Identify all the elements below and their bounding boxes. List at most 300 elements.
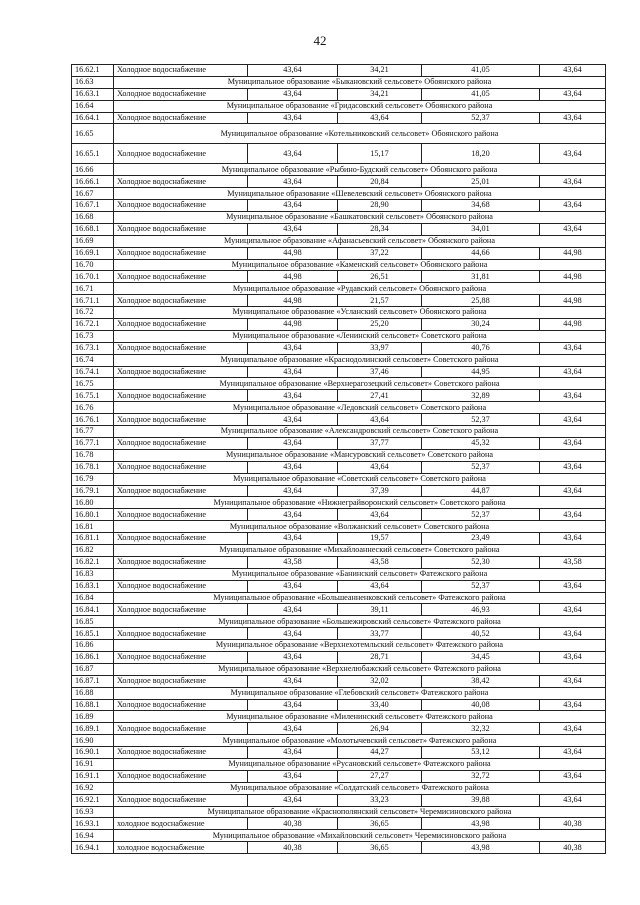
row-number: 16.75 — [72, 378, 114, 390]
row-number: 16.75.1 — [72, 390, 114, 402]
row-number: 16.73 — [72, 330, 114, 342]
row-number: 16.94.1 — [72, 842, 114, 854]
municipality-name: Муниципальное образование «Михайловский сельсовет» Черемисиновского района — [114, 830, 606, 842]
municipality-name: Муниципальное образование «Александровский сельсовет» Советского района — [114, 426, 606, 438]
municipality-name: Муниципальное образование «Большежировский сельсовет» Фатежского района — [114, 616, 606, 628]
tariff-value-1: 43,64 — [248, 65, 338, 77]
tariff-value-3: 52,37 — [422, 461, 540, 473]
municipality-header-row — [72, 378, 606, 390]
tariff-value-4: 43,64 — [540, 342, 606, 354]
row-number: 16.62.1 — [72, 65, 114, 77]
row-number: 16.94 — [72, 830, 114, 842]
row-number: 16.91.1 — [72, 770, 114, 782]
row-number: 16.72.1 — [72, 319, 114, 331]
tariff-row — [72, 628, 606, 640]
municipality-name: Муниципальное образование «Глебовский сельсовет» Фатежского района — [114, 687, 606, 699]
tariff-value-3: 43,98 — [422, 842, 540, 854]
tariff-value-1: 43,64 — [248, 437, 338, 449]
tariff-value-4: 43,64 — [540, 651, 606, 663]
row-number: 16.77 — [72, 426, 114, 438]
tariff-value-2: 26,51 — [338, 271, 422, 283]
municipality-header-row — [72, 616, 606, 628]
tariff-value-1: 43,64 — [248, 200, 338, 212]
row-number: 16.76 — [72, 402, 114, 414]
tariff-value-2: 27,27 — [338, 770, 422, 782]
municipality-header-row — [72, 76, 606, 88]
tariff-row — [72, 437, 606, 449]
municipality-header-row — [72, 711, 606, 723]
tariff-row — [72, 112, 606, 124]
tariff-value-4: 43,58 — [540, 556, 606, 568]
row-number: 16.69 — [72, 235, 114, 247]
tariff-value-2: 39,11 — [338, 604, 422, 616]
tariff-value-3: 40,52 — [422, 628, 540, 640]
service-name: Холодное водоснабжение — [114, 509, 248, 521]
tariff-value-1: 43,58 — [248, 556, 338, 568]
municipality-header-row — [72, 212, 606, 224]
tariff-value-4: 43,64 — [540, 65, 606, 77]
tariff-value-2: 32,02 — [338, 675, 422, 687]
row-number: 16.76.1 — [72, 414, 114, 426]
municipality-name: Муниципальное образование «Ленинский сельсовет» Советского района — [114, 330, 606, 342]
row-number: 16.89.1 — [72, 723, 114, 735]
municipality-header-row — [72, 402, 606, 414]
row-number: 16.88 — [72, 687, 114, 699]
tariff-row — [72, 580, 606, 592]
tariff-row — [72, 747, 606, 759]
row-number: 16.84 — [72, 592, 114, 604]
service-name: Холодное водоснабжение — [114, 770, 248, 782]
municipality-header-row — [72, 283, 606, 295]
row-number: 16.84.1 — [72, 604, 114, 616]
tariff-value-3: 41,05 — [422, 65, 540, 77]
tariff-row — [72, 533, 606, 545]
tariff-value-2: 43,64 — [338, 580, 422, 592]
tariff-value-1: 43,64 — [248, 414, 338, 426]
municipality-name: Муниципальное образование «Нижнеграйворонский сельсовет» Советского района — [114, 497, 606, 509]
tariff-value-2: 28,71 — [338, 651, 422, 663]
tariff-value-1: 44,98 — [248, 319, 338, 331]
tariff-value-2: 33,40 — [338, 699, 422, 711]
row-number: 16.64.1 — [72, 112, 114, 124]
municipality-name: Муниципальное образование «Краснодолинский сельсовет» Советского района — [114, 354, 606, 366]
municipality-header-row — [72, 521, 606, 533]
tariff-row — [72, 651, 606, 663]
municipality-name: Муниципальное образование «Башкатовский сельсовет» Обоянского района — [114, 212, 606, 224]
tariff-value-4: 43,64 — [540, 628, 606, 640]
tariff-value-3: 38,42 — [422, 675, 540, 687]
tariff-value-2: 43,58 — [338, 556, 422, 568]
service-name: холодное водоснабжение — [114, 842, 248, 854]
tariff-value-3: 52,37 — [422, 112, 540, 124]
municipality-name: Муниципальное образование «Усланский сельсовет» Обоянского района — [114, 307, 606, 319]
municipality-header-row — [72, 100, 606, 112]
municipality-name: Муниципальное образование «Русановский сельсовет» Фатежского района — [114, 758, 606, 770]
tariff-value-2: 28,90 — [338, 200, 422, 212]
tariff-value-1: 44,98 — [248, 295, 338, 307]
tariff-value-3: 52,37 — [422, 414, 540, 426]
row-number: 16.78.1 — [72, 461, 114, 473]
tariff-value-2: 21,57 — [338, 295, 422, 307]
tariff-value-3: 34,01 — [422, 223, 540, 235]
service-name: Холодное водоснабжение — [114, 366, 248, 378]
service-name: Холодное водоснабжение — [114, 699, 248, 711]
row-number: 16.65.1 — [72, 144, 114, 164]
tariff-value-2: 20,84 — [338, 176, 422, 188]
tariff-value-3: 32,32 — [422, 723, 540, 735]
tariff-row — [72, 390, 606, 402]
tariff-row — [72, 366, 606, 378]
tariff-value-3: 40,76 — [422, 342, 540, 354]
row-number: 16.74 — [72, 354, 114, 366]
tariff-value-4: 44,98 — [540, 247, 606, 259]
tariff-row — [72, 723, 606, 735]
service-name: Холодное водоснабжение — [114, 295, 248, 307]
tariff-value-1: 43,64 — [248, 675, 338, 687]
municipality-header-row — [72, 330, 606, 342]
row-number: 16.78 — [72, 449, 114, 461]
tariff-value-4: 43,64 — [540, 366, 606, 378]
tariff-value-4: 43,64 — [540, 604, 606, 616]
service-name: Холодное водоснабжение — [114, 580, 248, 592]
municipality-name: Муниципальное образование «Афанасьевский сельсовет» Обоянского района — [114, 235, 606, 247]
tariff-table — [71, 64, 606, 854]
service-name: Холодное водоснабжение — [114, 271, 248, 283]
tariff-value-2: 36,65 — [338, 842, 422, 854]
row-number: 16.82.1 — [72, 556, 114, 568]
tariff-value-2: 25,20 — [338, 319, 422, 331]
tariff-value-3: 32,89 — [422, 390, 540, 402]
row-number: 16.70.1 — [72, 271, 114, 283]
row-number: 16.90 — [72, 735, 114, 747]
tariff-row — [72, 247, 606, 259]
tariff-value-1: 43,64 — [248, 628, 338, 640]
tariff-row — [72, 144, 606, 164]
row-number: 16.65 — [72, 124, 114, 144]
municipality-name: Муниципальное образование «Михайлоаннеский сельсовет» Советского района — [114, 544, 606, 556]
row-number: 16.88.1 — [72, 699, 114, 711]
row-number: 16.70 — [72, 259, 114, 271]
tariff-value-2: 37,22 — [338, 247, 422, 259]
tariff-value-1: 43,64 — [248, 366, 338, 378]
row-number: 16.71 — [72, 283, 114, 295]
tariff-value-2: 19,57 — [338, 533, 422, 545]
municipality-header-row — [72, 235, 606, 247]
service-name: Холодное водоснабжение — [114, 200, 248, 212]
tariff-value-1: 43,64 — [248, 747, 338, 759]
tariff-value-4: 40,38 — [540, 842, 606, 854]
row-number: 16.80.1 — [72, 509, 114, 521]
tariff-value-3: 41,05 — [422, 88, 540, 100]
tariff-value-4: 43,64 — [540, 200, 606, 212]
service-name: Холодное водоснабжение — [114, 533, 248, 545]
tariff-value-1: 43,64 — [248, 604, 338, 616]
tariff-value-2: 43,64 — [338, 461, 422, 473]
row-number: 16.80 — [72, 497, 114, 509]
municipality-header-row — [72, 640, 606, 652]
municipality-name: Муниципальное образование «Волжанский сельсовет» Советского района — [114, 521, 606, 533]
tariff-value-4: 43,64 — [540, 176, 606, 188]
tariff-row — [72, 342, 606, 354]
municipality-name: Муниципальное образование «Верхнелюбажский сельсовет» Фатежского района — [114, 663, 606, 675]
tariff-value-3: 46,93 — [422, 604, 540, 616]
municipality-header-row — [72, 426, 606, 438]
tariff-value-3: 18,20 — [422, 144, 540, 164]
municipality-header-row — [72, 830, 606, 842]
tariff-value-3: 34,68 — [422, 200, 540, 212]
tariff-value-2: 36,65 — [338, 818, 422, 830]
tariff-value-3: 31,81 — [422, 271, 540, 283]
service-name: Холодное водоснабжение — [114, 247, 248, 259]
municipality-header-row — [72, 592, 606, 604]
tariff-value-2: 26,94 — [338, 723, 422, 735]
row-number: 16.87 — [72, 663, 114, 675]
row-number: 16.67.1 — [72, 200, 114, 212]
tariff-value-3: 44,87 — [422, 485, 540, 497]
service-name: Холодное водоснабжение — [114, 65, 248, 77]
row-number: 16.64 — [72, 100, 114, 112]
service-name: Холодное водоснабжение — [114, 112, 248, 124]
tariff-value-1: 43,64 — [248, 461, 338, 473]
service-name: Холодное водоснабжение — [114, 651, 248, 663]
tariff-row — [72, 414, 606, 426]
service-name: Холодное водоснабжение — [114, 675, 248, 687]
tariff-row — [72, 509, 606, 521]
service-name: Холодное водоснабжение — [114, 390, 248, 402]
tariff-row — [72, 770, 606, 782]
service-name: Холодное водоснабжение — [114, 604, 248, 616]
municipality-header-row — [72, 354, 606, 366]
municipality-header-row — [72, 663, 606, 675]
tariff-row — [72, 461, 606, 473]
municipality-header-row — [72, 124, 606, 144]
tariff-value-2: 43,64 — [338, 112, 422, 124]
municipality-name: Муниципальное образование «Гридасовский сельсовет» Обоянского района — [114, 100, 606, 112]
tariff-value-3: 52,37 — [422, 580, 540, 592]
tariff-value-1: 43,64 — [248, 88, 338, 100]
municipality-name: Муниципальное образование «Солдатский сельсовет» Фатежского района — [114, 782, 606, 794]
tariff-value-1: 43,64 — [248, 794, 338, 806]
tariff-value-3: 52,37 — [422, 509, 540, 521]
row-number: 16.85.1 — [72, 628, 114, 640]
municipality-header-row — [72, 188, 606, 200]
municipality-header-row — [72, 735, 606, 747]
municipality-name: Муниципальное образование «Быкановский сельсовет» Обоянского района — [114, 76, 606, 88]
service-name: Холодное водоснабжение — [114, 461, 248, 473]
service-name: холодное водоснабжение — [114, 818, 248, 830]
municipality-name: Муниципальное образование «Ледовский сельсовет» Советского района — [114, 402, 606, 414]
tariff-value-2: 33,23 — [338, 794, 422, 806]
municipality-name: Муниципальное образование «Шевелевский сельсовет» Обоянского района — [114, 188, 606, 200]
municipality-header-row — [72, 544, 606, 556]
tariff-row — [72, 271, 606, 283]
tariff-value-1: 44,98 — [248, 247, 338, 259]
municipality-header-row — [72, 568, 606, 580]
row-number: 16.69.1 — [72, 247, 114, 259]
tariff-value-2: 33,97 — [338, 342, 422, 354]
row-number: 16.82 — [72, 544, 114, 556]
tariff-value-3: 25,88 — [422, 295, 540, 307]
municipality-name: Муниципальное образование «Каменский сельсовет» Обоянского района — [114, 259, 606, 271]
tariff-value-4: 43,64 — [540, 414, 606, 426]
tariff-value-3: 44,95 — [422, 366, 540, 378]
municipality-header-row — [72, 473, 606, 485]
tariff-row — [72, 88, 606, 100]
tariff-value-3: 39,88 — [422, 794, 540, 806]
municipality-name: Муниципальное образование «Банинский сельсовет» Фатежского района — [114, 568, 606, 580]
row-number: 16.68.1 — [72, 223, 114, 235]
row-number: 16.91 — [72, 758, 114, 770]
row-number: 16.79 — [72, 473, 114, 485]
page-number: 42 — [313, 33, 327, 48]
municipality-name: Муниципальное образование «Мансуровский сельсовет» Советского района — [114, 449, 606, 461]
municipality-header-row — [72, 782, 606, 794]
row-number: 16.72 — [72, 307, 114, 319]
row-number: 16.93.1 — [72, 818, 114, 830]
tariff-value-3: 45,32 — [422, 437, 540, 449]
row-number: 16.90.1 — [72, 747, 114, 759]
tariff-row — [72, 556, 606, 568]
tariff-value-2: 34,21 — [338, 88, 422, 100]
tariff-value-3: 34,45 — [422, 651, 540, 663]
tariff-row — [72, 818, 606, 830]
service-name: Холодное водоснабжение — [114, 144, 248, 164]
tariff-value-1: 43,64 — [248, 390, 338, 402]
row-number: 16.73.1 — [72, 342, 114, 354]
service-name: Холодное водоснабжение — [114, 628, 248, 640]
tariff-value-1: 40,38 — [248, 842, 338, 854]
municipality-header-row — [72, 687, 606, 699]
tariff-row — [72, 485, 606, 497]
service-name: Холодное водоснабжение — [114, 88, 248, 100]
tariff-row — [72, 223, 606, 235]
municipality-name: Муниципальное образование «Рыбино-Будский сельсовет» Обоянского района — [114, 164, 606, 176]
tariff-value-1: 43,64 — [248, 699, 338, 711]
tariff-value-1: 43,64 — [248, 223, 338, 235]
row-number: 16.68 — [72, 212, 114, 224]
row-number: 16.83.1 — [72, 580, 114, 592]
service-name: Холодное водоснабжение — [114, 723, 248, 735]
municipality-header-row — [72, 449, 606, 461]
service-name: Холодное водоснабжение — [114, 747, 248, 759]
tariff-value-4: 40,38 — [540, 818, 606, 830]
tariff-row — [72, 675, 606, 687]
service-name: Холодное водоснабжение — [114, 342, 248, 354]
tariff-value-3: 32,72 — [422, 770, 540, 782]
row-number: 16.74.1 — [72, 366, 114, 378]
service-name: Холодное водоснабжение — [114, 414, 248, 426]
tariff-row — [72, 794, 606, 806]
municipality-header-row — [72, 806, 606, 818]
tariff-value-1: 43,64 — [248, 533, 338, 545]
tariff-value-2: 43,64 — [338, 509, 422, 521]
row-number: 16.85 — [72, 616, 114, 628]
municipality-name: Муниципальное образование «Миленинский сельсовет» Фатежского района — [114, 711, 606, 723]
row-number: 16.77.1 — [72, 437, 114, 449]
tariff-value-2: 28,34 — [338, 223, 422, 235]
tariff-value-4: 43,64 — [540, 390, 606, 402]
tariff-value-2: 37,39 — [338, 485, 422, 497]
tariff-value-1: 43,64 — [248, 580, 338, 592]
tariff-value-4: 43,64 — [540, 144, 606, 164]
tariff-value-2: 27,41 — [338, 390, 422, 402]
tariff-value-3: 44,66 — [422, 247, 540, 259]
row-number: 16.89 — [72, 711, 114, 723]
tariff-value-1: 43,64 — [248, 176, 338, 188]
service-name: Холодное водоснабжение — [114, 176, 248, 188]
tariff-value-2: 43,64 — [338, 414, 422, 426]
tariff-value-4: 43,64 — [540, 699, 606, 711]
tariff-value-1: 44,98 — [248, 271, 338, 283]
tariff-table-body — [72, 65, 606, 854]
tariff-value-1: 43,64 — [248, 144, 338, 164]
tariff-row — [72, 65, 606, 77]
tariff-value-4: 43,64 — [540, 509, 606, 521]
row-number: 16.92 — [72, 782, 114, 794]
tariff-value-3: 43,98 — [422, 818, 540, 830]
row-number: 16.87.1 — [72, 675, 114, 687]
row-number: 16.71.1 — [72, 295, 114, 307]
tariff-value-1: 43,64 — [248, 723, 338, 735]
tariff-value-1: 43,64 — [248, 651, 338, 663]
municipality-name: Муниципальное образование «Советский сельсовет» Советского района — [114, 473, 606, 485]
municipality-name: Муниципальное образование «Рудавский сельсовет» Обоянского района — [114, 283, 606, 295]
row-number: 16.81 — [72, 521, 114, 533]
row-number: 16.86 — [72, 640, 114, 652]
tariff-row — [72, 200, 606, 212]
row-number: 16.93 — [72, 806, 114, 818]
municipality-name: Муниципальное образование «Молотычевский сельсовет» Фатежского района — [114, 735, 606, 747]
tariff-value-2: 33,77 — [338, 628, 422, 640]
tariff-value-1: 43,64 — [248, 770, 338, 782]
row-number: 16.67 — [72, 188, 114, 200]
tariff-value-3: 52,30 — [422, 556, 540, 568]
municipality-header-row — [72, 307, 606, 319]
tariff-value-3: 40,08 — [422, 699, 540, 711]
tariff-value-4: 44,98 — [540, 271, 606, 283]
tariff-value-4: 43,64 — [540, 461, 606, 473]
tariff-value-3: 53,12 — [422, 747, 540, 759]
row-number: 16.66.1 — [72, 176, 114, 188]
municipality-name: Муниципальное образование «Котельниковский сельсовет» Обоянского района — [114, 124, 606, 144]
tariff-value-1: 40,38 — [248, 818, 338, 830]
tariff-row — [72, 604, 606, 616]
row-number: 16.92.1 — [72, 794, 114, 806]
tariff-value-4: 43,64 — [540, 437, 606, 449]
municipality-header-row — [72, 497, 606, 509]
service-name: Холодное водоснабжение — [114, 794, 248, 806]
tariff-value-3: 30,24 — [422, 319, 540, 331]
tariff-value-3: 23,49 — [422, 533, 540, 545]
tariff-value-4: 43,64 — [540, 580, 606, 592]
tariff-value-2: 37,77 — [338, 437, 422, 449]
municipality-header-row — [72, 164, 606, 176]
municipality-name: Муниципальное образование «Верхнехотемльский сельсовет» Фатежского района — [114, 640, 606, 652]
row-number: 16.63.1 — [72, 88, 114, 100]
tariff-value-4: 43,64 — [540, 675, 606, 687]
service-name: Холодное водоснабжение — [114, 223, 248, 235]
tariff-value-4: 43,64 — [540, 723, 606, 735]
tariff-row — [72, 842, 606, 854]
row-number: 16.86.1 — [72, 651, 114, 663]
tariff-row — [72, 699, 606, 711]
tariff-value-1: 43,64 — [248, 509, 338, 521]
service-name: Холодное водоснабжение — [114, 556, 248, 568]
municipality-header-row — [72, 758, 606, 770]
tariff-value-4: 43,64 — [540, 533, 606, 545]
municipality-name: Муниципальное образование «Большеанненковский сельсовет» Фатежского района — [114, 592, 606, 604]
tariff-value-4: 44,98 — [540, 295, 606, 307]
